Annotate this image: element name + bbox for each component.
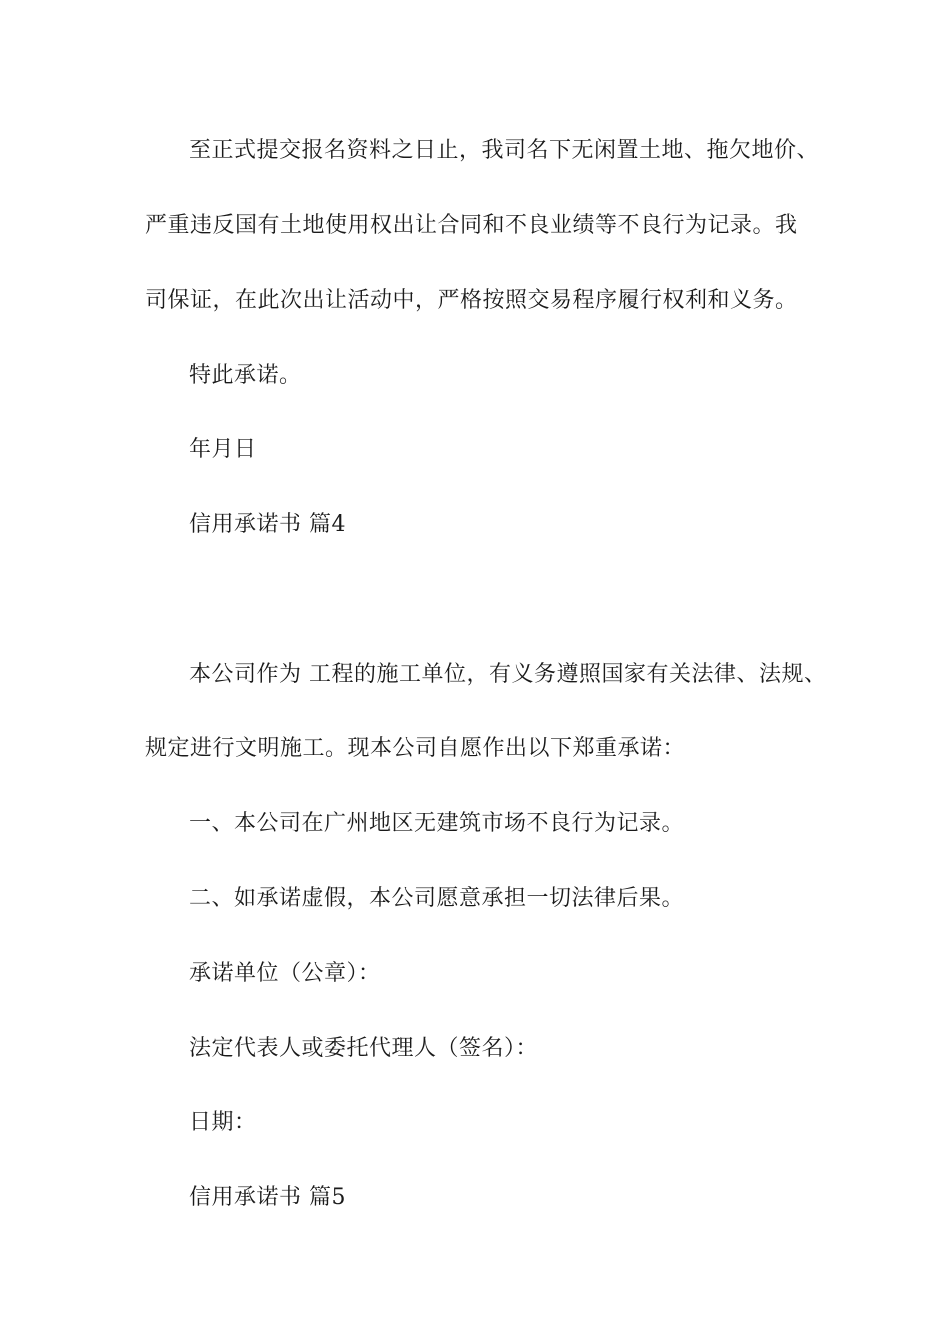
- date-label: 日期：: [189, 1110, 257, 1135]
- commitment-item: 二、如承诺虚假，本公司愿意承担一切法律后果。: [189, 886, 685, 911]
- paragraph-line: 规定进行文明施工。现本公司自愿作出以下郑重承诺：: [145, 736, 686, 761]
- signature-label: 法定代表人或委托代理人（签名）：: [189, 1036, 539, 1061]
- seal-unit-label: 承诺单位（公章）：: [189, 961, 381, 986]
- date-line: 年月日: [189, 437, 257, 462]
- commitment-item: 一、本公司在广州地区无建筑市场不良行为记录。: [189, 811, 685, 836]
- closing-text: 特此承诺。: [189, 363, 302, 388]
- paragraph-line: 严重违反国有土地使用权出让合同和不良业绩等不良行为记录。我: [145, 213, 798, 238]
- paragraph-line: 司保证，在此次出让活动中，严格按照交易程序履行权利和义务。: [145, 288, 798, 313]
- paragraph-line: 本公司作为 工程的施工单位，有义务遵照国家有关法律、法规、: [189, 662, 827, 687]
- section-heading: 信用承诺书 篇4: [189, 512, 346, 537]
- section-heading: 信用承诺书 篇5: [189, 1185, 346, 1210]
- paragraph-line: 至正式提交报名资料之日止，我司名下无闲置土地、拖欠地价、: [189, 138, 820, 163]
